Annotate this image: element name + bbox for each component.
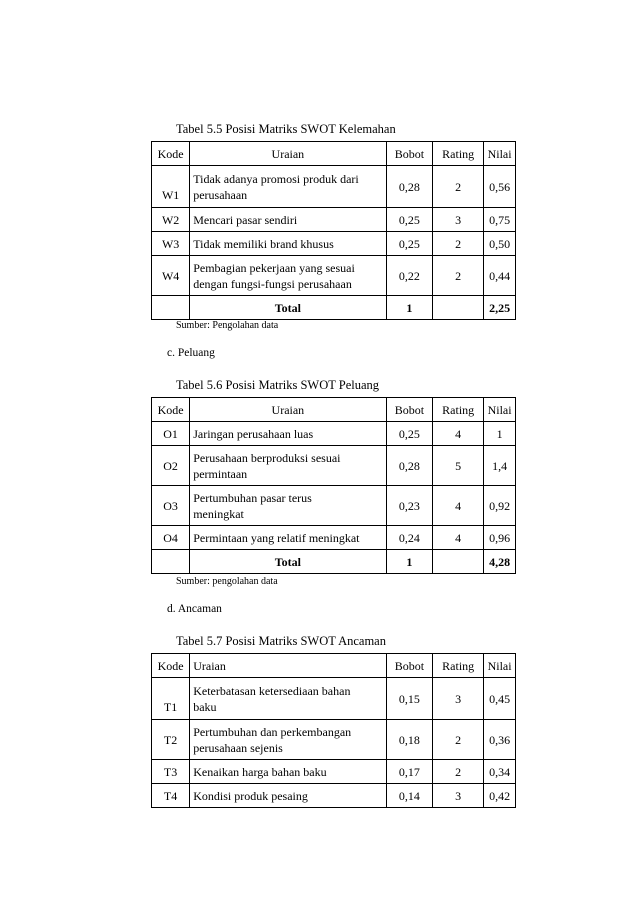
- cell-kode: W4: [152, 256, 190, 296]
- cell-bobot: 0,25: [386, 232, 433, 256]
- cell-kode: O4: [152, 526, 190, 550]
- cell-total-label: Total: [190, 296, 386, 320]
- cell-uraian: [190, 256, 386, 296]
- table-row: [152, 526, 516, 550]
- cell-total-rating: [433, 550, 484, 574]
- uraian-line: baku: [193, 699, 217, 714]
- cell-total-rating: [433, 296, 484, 320]
- uraian-line: perusahaan sejenis: [193, 740, 283, 755]
- uraian-line: Pembagian pekerjaan yang sesuai: [193, 260, 355, 275]
- cell-nilai: 0,34: [484, 760, 516, 784]
- cell-bobot: 0,25: [386, 208, 433, 232]
- cell-bobot: 0,22: [386, 256, 433, 296]
- cell-kode: O1: [152, 422, 190, 446]
- cell-total-nilai: 4,28: [484, 550, 516, 574]
- section-heading-ancaman: d. Ancaman: [167, 603, 222, 615]
- col-header-uraian: Uraian: [190, 654, 386, 678]
- cell-nilai: 0,50: [484, 232, 516, 256]
- table-header-row: [152, 654, 516, 678]
- table-5-5-caption: Tabel 5.5 Posisi Matriks SWOT Kelemahan: [176, 122, 396, 136]
- cell-bobot: 0,18: [386, 720, 433, 760]
- cell-nilai: 0,42: [484, 784, 516, 808]
- col-header-bobot: Bobot: [386, 398, 433, 422]
- cell-rating: 4: [433, 526, 484, 550]
- cell-uraian: [190, 720, 386, 760]
- cell-bobot: 0,28: [386, 446, 433, 486]
- uraian-line: Tidak adanya promosi produk dari: [193, 171, 359, 186]
- cell-bobot: 0,24: [386, 526, 433, 550]
- uraian-line: Perusahaan berproduksi sesuai: [193, 450, 341, 465]
- table-row: [152, 232, 516, 256]
- cell-rating: 2: [433, 256, 484, 296]
- table-row: [152, 720, 516, 760]
- cell-rating: 2: [433, 166, 484, 208]
- cell-kode: T3: [152, 760, 190, 784]
- table-row: [152, 760, 516, 784]
- table-header-row: [152, 398, 516, 422]
- uraian-line: Keterbatasan ketersediaan bahan: [193, 683, 351, 698]
- cell-kode: W3: [152, 232, 190, 256]
- cell-nilai: 0,36: [484, 720, 516, 760]
- cell-bobot: 0,15: [386, 678, 433, 720]
- cell-nilai: 0,75: [484, 208, 516, 232]
- cell-rating: 3: [433, 678, 484, 720]
- cell-uraian: Kenaikan harga bahan baku: [190, 760, 386, 784]
- cell-total-label: Total: [190, 550, 386, 574]
- table-5-6: [151, 397, 516, 574]
- table-5-6-caption: Tabel 5.6 Posisi Matriks SWOT Peluang: [176, 378, 380, 392]
- table-5-5-source: Sumber: Pengolahan data: [176, 320, 279, 331]
- col-header-kode: Kode: [152, 654, 190, 678]
- cell-uraian: Mencari pasar sendiri: [190, 208, 386, 232]
- cell-rating: 5: [433, 446, 484, 486]
- cell-rating: 2: [433, 760, 484, 784]
- cell-nilai: 0,45: [484, 678, 516, 720]
- table-row: [152, 678, 516, 720]
- cell-kode: W2: [152, 208, 190, 232]
- col-header-kode: Kode: [152, 398, 190, 422]
- cell-uraian: Permintaan yang relatif meningkat: [190, 526, 386, 550]
- uraian-line: dengan fungsi-fungsi perusahaan: [193, 276, 352, 291]
- cell-kode: T4: [152, 784, 190, 808]
- table-row: [152, 486, 516, 526]
- cell-bobot: 0,14: [386, 784, 433, 808]
- cell-rating: 3: [433, 208, 484, 232]
- col-header-kode: Kode: [152, 142, 190, 166]
- cell-nilai: 0,92: [484, 486, 516, 526]
- cell-bobot: 0,28: [386, 166, 433, 208]
- cell-kode: O3: [152, 486, 190, 526]
- cell-nilai: 0,44: [484, 256, 516, 296]
- cell-nilai: 1,4: [484, 446, 516, 486]
- col-header-bobot: Bobot: [386, 142, 433, 166]
- cell-rating: 2: [433, 232, 484, 256]
- col-header-nilai: Nilai: [484, 654, 516, 678]
- uraian-line: permintaan: [193, 466, 248, 481]
- cell-rating: 4: [433, 422, 484, 446]
- cell-uraian: Tidak memiliki brand khusus: [190, 232, 386, 256]
- cell-nilai: 0,96: [484, 526, 516, 550]
- col-header-rating: Rating: [433, 142, 484, 166]
- cell-uraian: Jaringan perusahaan luas: [190, 422, 386, 446]
- table-5-7: [151, 653, 516, 808]
- cell-total-bobot: 1: [386, 550, 433, 574]
- table-5-5: [151, 141, 516, 320]
- col-header-rating: Rating: [433, 398, 484, 422]
- table-5-7-caption: Tabel 5.7 Posisi Matriks SWOT Ancaman: [176, 634, 386, 648]
- cell-rating: 4: [433, 486, 484, 526]
- cell-bobot: 0,25: [386, 422, 433, 446]
- col-header-nilai: Nilai: [484, 142, 516, 166]
- cell-uraian: [190, 446, 386, 486]
- table-total-row: [152, 550, 516, 574]
- cell-rating: 3: [433, 784, 484, 808]
- table-row: [152, 784, 516, 808]
- cell-uraian: [190, 486, 386, 526]
- cell-bobot: 0,17: [386, 760, 433, 784]
- cell-kode: T2: [152, 720, 190, 760]
- cell-rating: 2: [433, 720, 484, 760]
- table-header-row: [152, 142, 516, 166]
- cell-kode: W1: [152, 166, 190, 208]
- uraian-line: Pertumbuhan dan perkembangan: [193, 724, 352, 739]
- cell-uraian: Kondisi produk pesaing: [190, 784, 386, 808]
- table-row: [152, 422, 516, 446]
- table-total-row: [152, 296, 516, 320]
- table-row: [152, 446, 516, 486]
- table-5-6-source: Sumber: pengolahan data: [176, 576, 278, 587]
- table-row: [152, 256, 516, 296]
- col-header-rating: Rating: [433, 654, 484, 678]
- col-header-uraian: Uraian: [190, 142, 386, 166]
- cell-total-nilai: 2,25: [484, 296, 516, 320]
- cell-empty: [152, 550, 190, 574]
- cell-kode: T1: [152, 678, 190, 720]
- cell-nilai: 0,56: [484, 166, 516, 208]
- cell-total-bobot: 1: [386, 296, 433, 320]
- cell-nilai: 1: [484, 422, 516, 446]
- cell-kode: O2: [152, 446, 190, 486]
- col-header-nilai: Nilai: [484, 398, 516, 422]
- col-header-bobot: Bobot: [386, 654, 433, 678]
- section-heading-peluang: c. Peluang: [167, 347, 215, 359]
- cell-bobot: 0,23: [386, 486, 433, 526]
- col-header-uraian: Uraian: [190, 398, 386, 422]
- cell-uraian: [190, 678, 386, 720]
- uraian-line: perusahaan: [193, 187, 248, 202]
- uraian-line: meningkat: [193, 506, 244, 521]
- cell-empty: [152, 296, 190, 320]
- table-row: [152, 166, 516, 208]
- cell-uraian: [190, 166, 386, 208]
- uraian-line: Pertumbuhan pasar terus: [193, 490, 312, 505]
- table-row: [152, 208, 516, 232]
